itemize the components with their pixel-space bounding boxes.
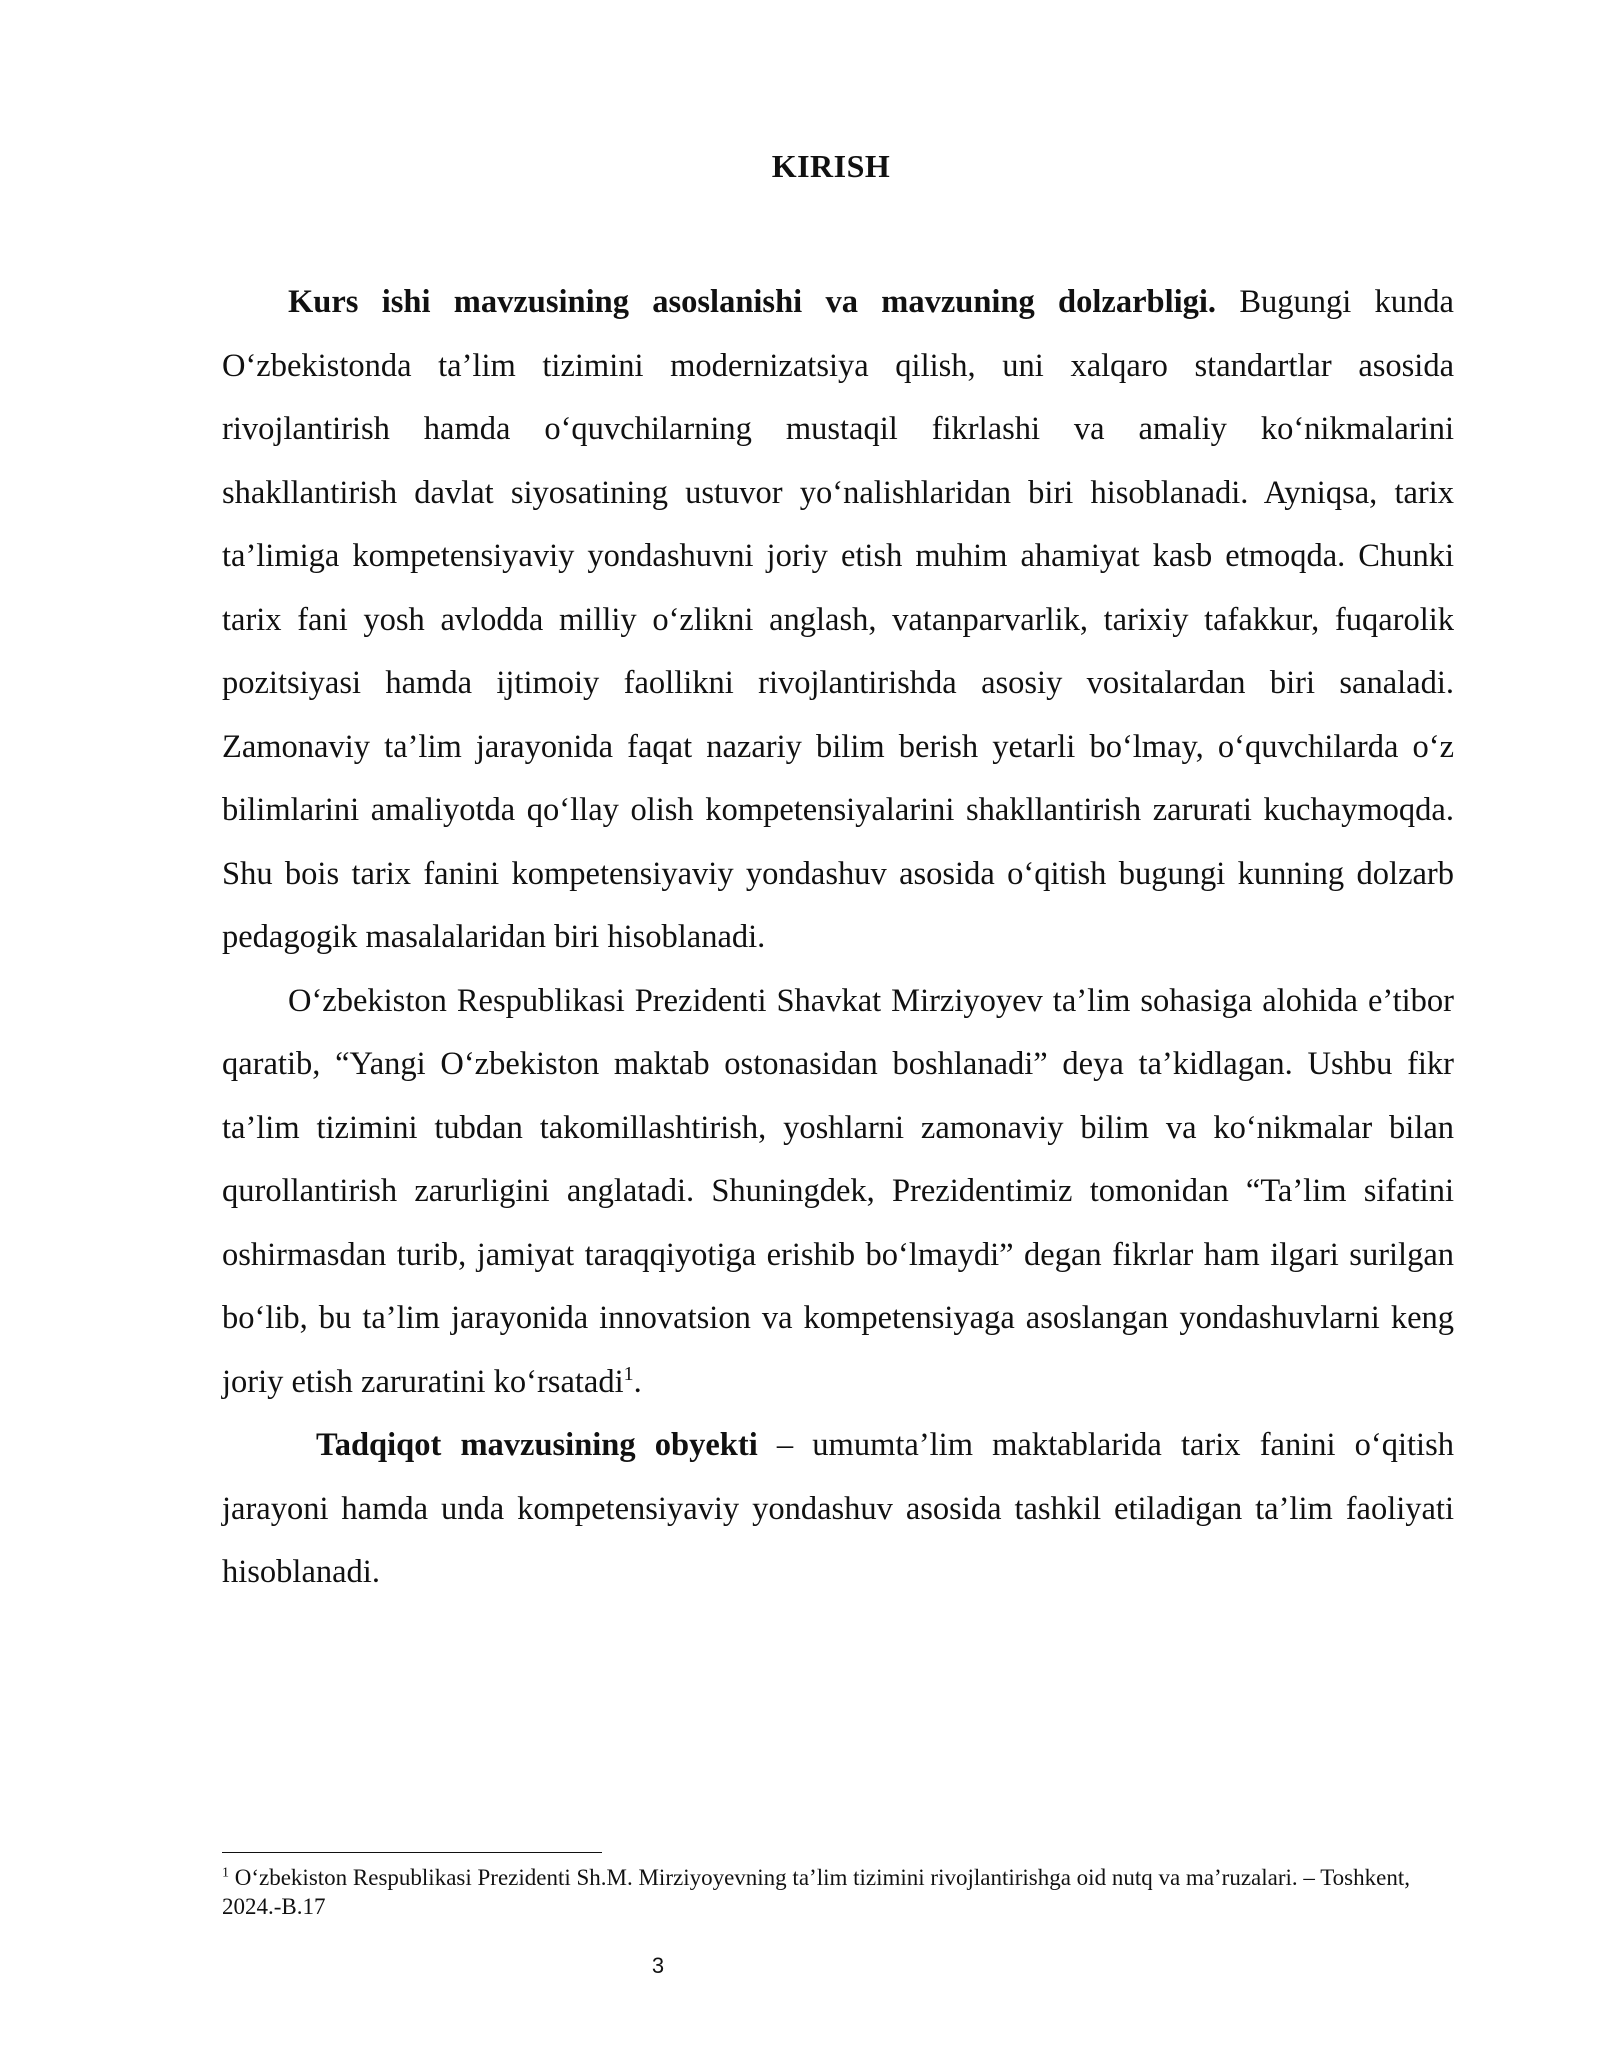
footnote [222,1863,1462,1921]
body-text [222,271,1454,1605]
paragraph-text: O‘zbekiston Respublikasi Prezidenti Shavkat Mirziyoyev ta’lim sohasiga alohida e’tibor qaratib, “Yangi O‘zbekiston maktab ostonasidan boshlanadi” deya ta’kidlagan. Ushbu fikr ta’lim tizimini tubdan takomillashtirish, yoshlarni zamonaviy bilim va ko‘nikmalar bilan qurollantirish zarurligini anglatadi. Shuningdek, Prezidentimiz tomonidan “Ta’lim sifatini oshirmasdan turib, jamiyat taraqqiyotiga erishib bo‘lmaydi” degan fikrlar ham ilgari surilgan bo‘lib, bu ta’lim jarayonida innovatsion va kompetensiyaga asoslangan yondashuvlarni keng joriy etish zaruratini ko‘rsatadi [222,982,1454,1400]
footnote-reference[interactable]: 1 [623,1362,634,1385]
paragraph-president-quote [222,970,1454,1415]
paragraph-text: – umumta’lim maktablarida tarix fanini o‘qitish jarayoni hamda unda kompetensiyaviy yondashuv asosida tashkil etiladigan ta’lim faoliyati hisoblanadi. [222,1427,1454,1590]
page-title: KIRISH [771,148,891,184]
paragraph-lead: Tadqiqot mavzusining obyekti [316,1427,758,1463]
paragraph-lead: Kurs ishi mavzusining asoslanishi va mavzuning dolzarbligi. [288,284,1217,320]
footnote-marker: 1 [222,1865,229,1881]
paragraph-end: . [633,1363,642,1400]
paragraph-research-object [222,1414,1454,1605]
paragraph-relevance [222,271,1454,970]
page-number: 3 [651,1953,665,1978]
footnote-text: O‘zbekiston Respublikasi Prezidenti Sh.M. Mirziyoyevning ta’lim tizimini rivojlantirishga oid nutq va ma’ruzalari. – Toshkent, 2024.-B.17 [222,1865,1410,1919]
paragraph-text: Bugungi kunda O‘zbekistonda ta’lim tizimini modernizatsiya qilish, uni xalqaro standartlar asosida rivojlantirish hamda o‘quvchilarning mustaqil fikrlashi va amaliy ko‘nikmalarini shakllantirish davlat siyosatining ustuvor yo‘nalishlaridan biri hisoblanadi. Ayniqsa, tarix ta’limiga kompetensiyaviy yondashuvni joriy etish muhim ahamiyat kasb etmoqda. Chunki tarix fani yosh avlodda milliy o‘zlikni anglash, vatanparvarlik, tarixiy tafakkur, fuqarolik pozitsiyasi hamda ijtimoiy faollikni rivojlantirishda asosiy vositalardan biri sanaladi. Zamonaviy ta’lim jarayonida faqat nazariy bilim berish yetarli bo‘lmay, o‘quvchilarda o‘z bilimlarini amaliyotda qo‘llay olish kompetensiyalarini shakllantirish zarurati kuchaymoqda. Shu bois tarix fanini kompetensiyaviy yondashuv asosida o‘qitish bugungi kunning dolzarb pedagogik masalalaridan biri hisoblanadi. [222,284,1454,955]
footnote-separator [222,1852,602,1853]
